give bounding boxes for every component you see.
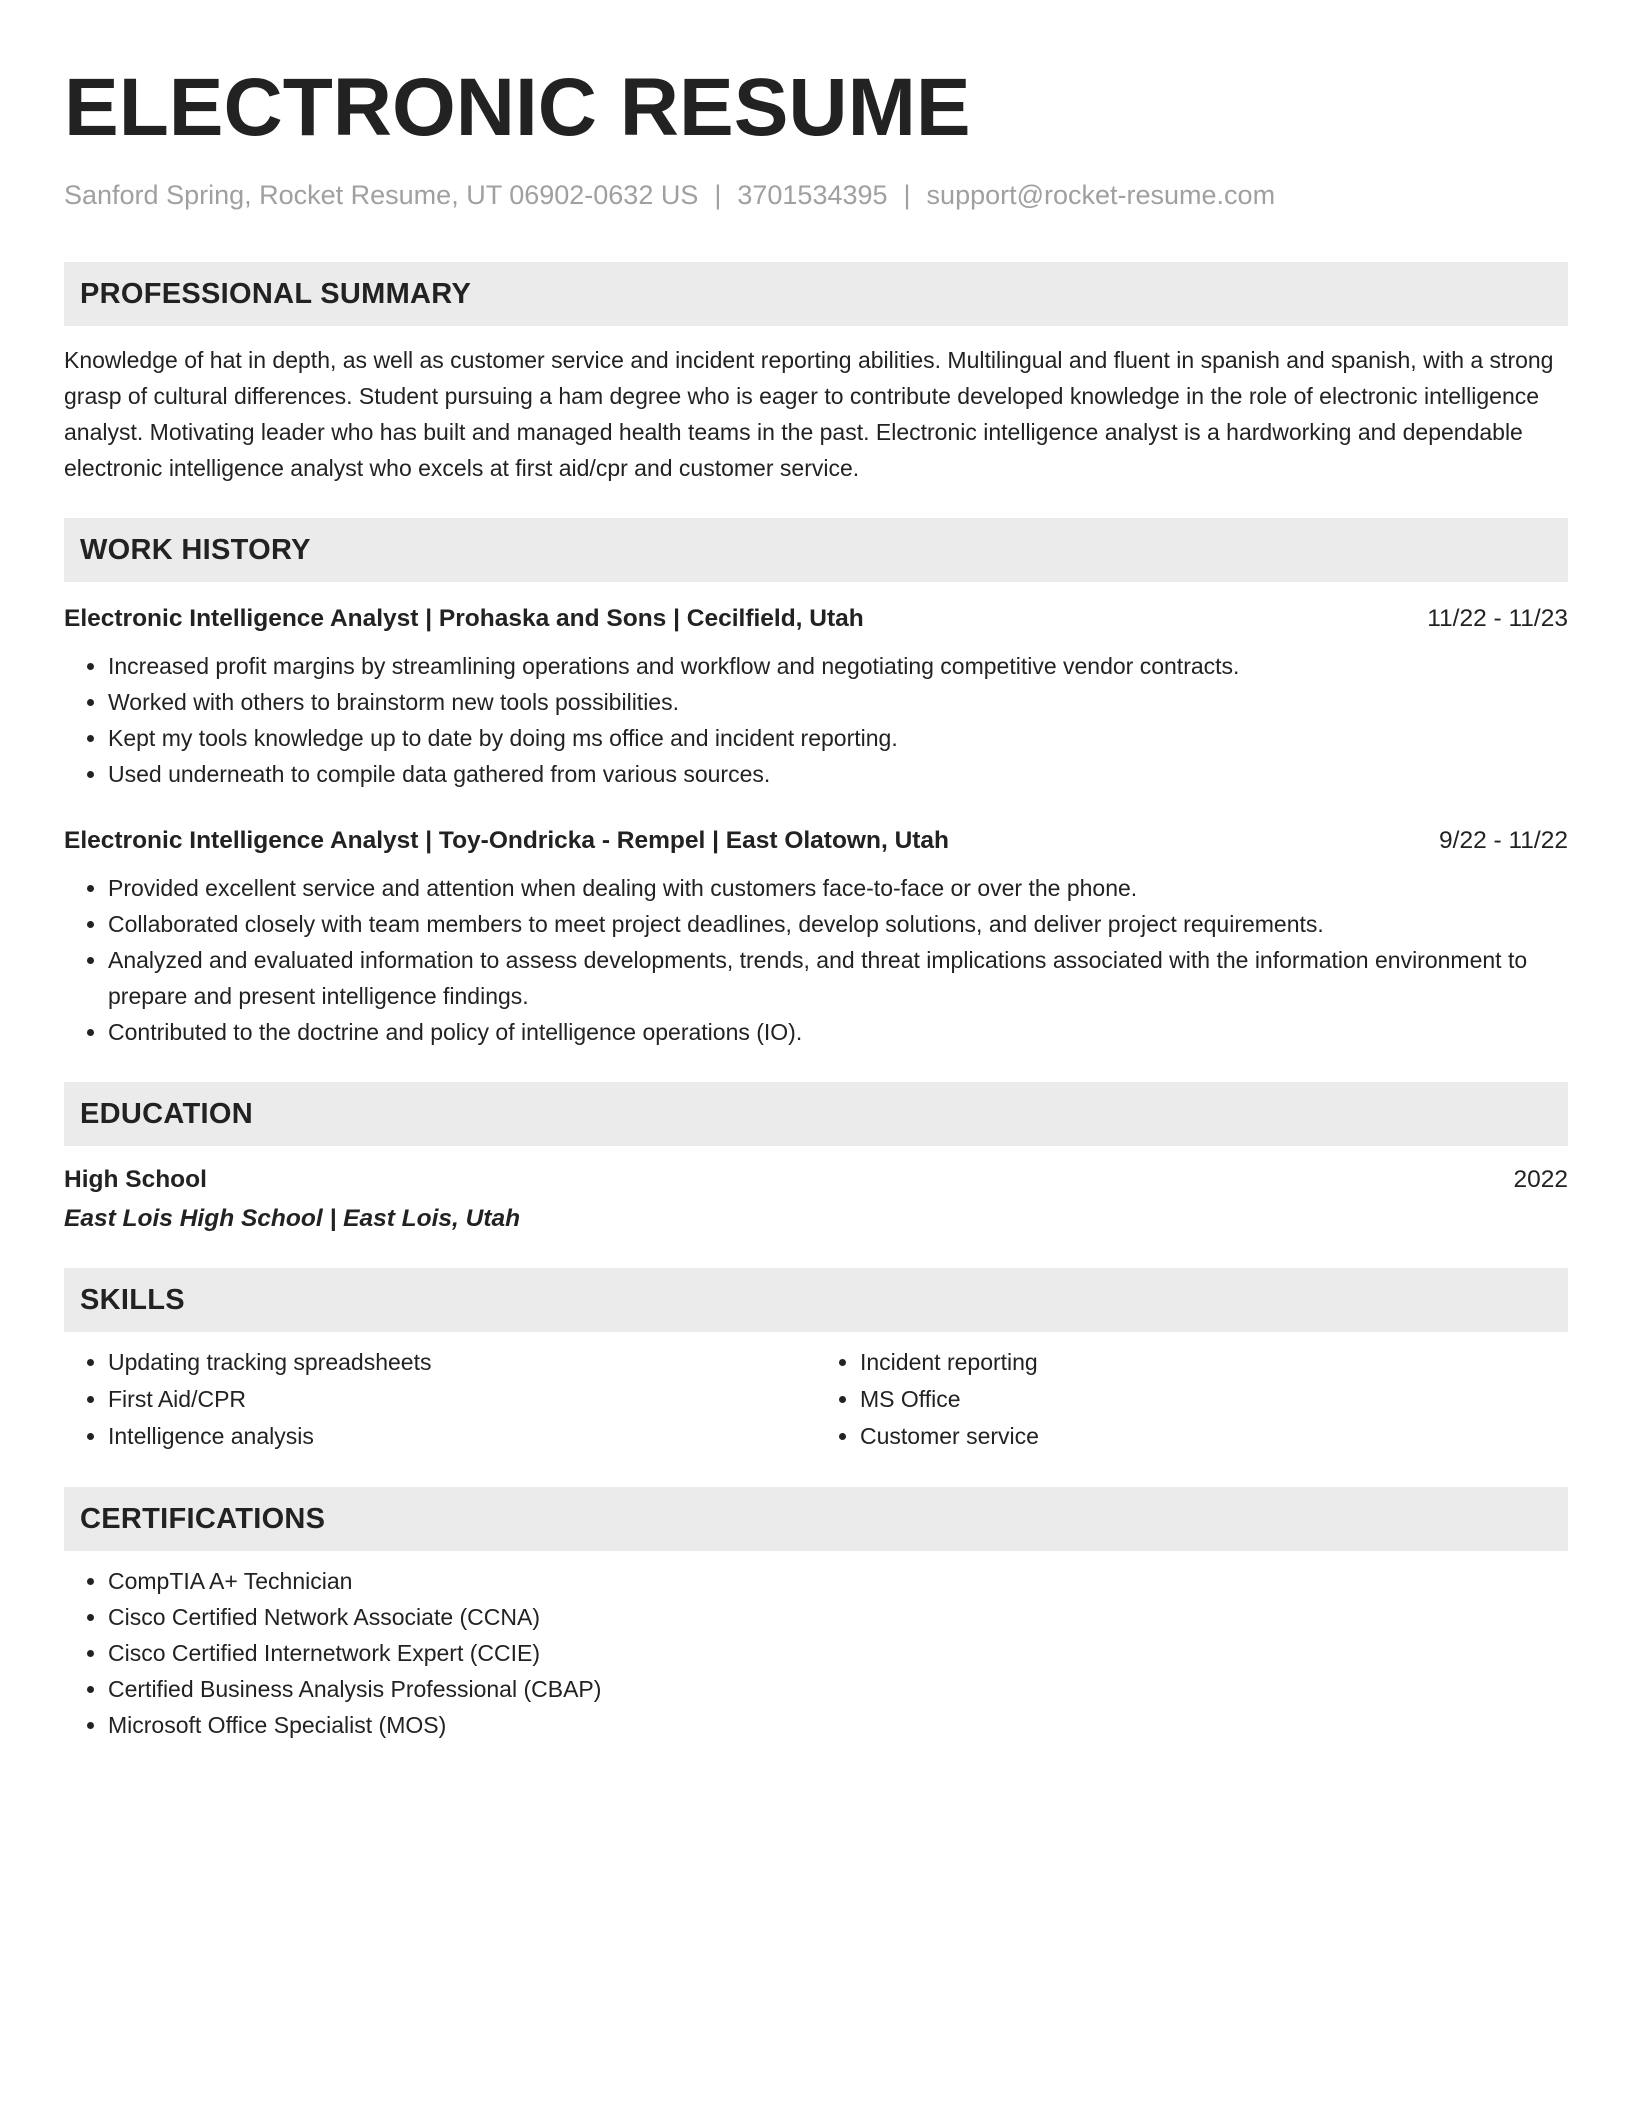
job-entry	[64, 824, 1568, 1050]
job-bullet: • Provided excellent service and attention when dealing with customers face-to-face or over the phone.	[108, 870, 1568, 906]
contact-phone: 3701534395	[737, 180, 888, 210]
summary-section-header	[64, 262, 1568, 326]
job-bullet: • Used underneath to compile data gathered from various sources.	[108, 756, 1568, 792]
work-section-header	[64, 518, 1568, 582]
certification-item: • Cisco Certified Network Associate (CCNA)	[108, 1599, 1568, 1635]
job-title: Electronic Intelligence Analyst | Toy-Ondricka - Rempel | East Olatown, Utah	[64, 827, 950, 854]
job-bullet: • Increased profit margins by streamlining operations and workflow and negotiating competitive vendor contracts.	[108, 648, 1568, 684]
skill-item: • Incident reporting	[860, 1344, 1568, 1381]
skill-item: • MS Office	[860, 1381, 1568, 1418]
skills-heading: SKILLS	[80, 1283, 185, 1316]
skills-grid	[64, 1344, 1568, 1455]
skills-list-right	[816, 1344, 1568, 1455]
job-bullets	[64, 870, 1568, 1050]
certification-item: • Cisco Certified Internetwork Expert (CCIE)	[108, 1635, 1568, 1671]
job-bullets	[64, 648, 1568, 792]
job-header	[64, 602, 1568, 636]
education-heading: EDUCATION	[80, 1097, 253, 1130]
job-bullet: • Kept my tools knowledge up to date by doing ms office and incident reporting.	[108, 720, 1568, 756]
skill-item: • Intelligence analysis	[108, 1418, 816, 1455]
certification-item: • Certified Business Analysis Professional (CBAP)	[108, 1671, 1568, 1707]
education-school: East Lois High School | East Lois, Utah	[64, 1205, 521, 1232]
contact-separator: |	[903, 180, 911, 210]
job-dates: 9/22 - 11/22	[1439, 827, 1568, 854]
job-bullet: • Analyzed and evaluated information to assess developments, trends, and threat implications associated with the information environment to prepare and present intelligence findings.	[108, 942, 1568, 1014]
job-bullet: • Worked with others to brainstorm new tools possibilities.	[108, 684, 1568, 720]
skill-item: • Updating tracking spreadsheets	[108, 1344, 816, 1381]
skills-list-left	[64, 1344, 816, 1455]
contact-line	[64, 178, 1568, 212]
skill-item: • Customer service	[860, 1418, 1568, 1455]
skill-item: • First Aid/CPR	[108, 1381, 816, 1418]
certification-item: • Microsoft Office Specialist (MOS)	[108, 1707, 1568, 1743]
certification-item: • CompTIA A+ Technician	[108, 1563, 1568, 1599]
certifications-list	[64, 1563, 1568, 1743]
contact-email: support@rocket-resume.com	[926, 180, 1276, 210]
job-title: Electronic Intelligence Analyst | Prohaska and Sons | Cecilfield, Utah	[64, 605, 864, 632]
certifications-section-header	[64, 1487, 1568, 1551]
resume-name: ELECTRONIC RESUME	[64, 62, 971, 153]
summary-heading: PROFESSIONAL SUMMARY	[80, 277, 472, 310]
summary-text: Knowledge of hat in depth, as well as customer service and incident reporting abilities. Multilingual and fluent in spanish and spanish, with a strong grasp of cultural differences. Student pursuing a ham degree who is eager to contribute developed knowledge in the role of electronic intelligence analyst. Motivating leader who has built and managed health teams in the past. Electronic intelligence analyst is a hardworking and dependable electronic intelligence analyst who excels at first aid/cpr and customer service.	[64, 347, 1554, 481]
work-heading: WORK HISTORY	[80, 533, 311, 566]
job-header	[64, 824, 1568, 858]
job-entry	[64, 602, 1568, 792]
contact-address: Sanford Spring, Rocket Resume, UT 06902-0632 US	[64, 180, 699, 210]
job-bullet: • Collaborated closely with team members to meet project deadlines, develop solutions, and deliver project requirements.	[108, 906, 1568, 942]
education-header	[64, 1162, 1568, 1198]
contact-separator: |	[714, 180, 722, 210]
certifications-heading: CERTIFICATIONS	[80, 1502, 326, 1535]
education-degree: High School	[64, 1166, 207, 1193]
job-bullet: • Contributed to the doctrine and policy of intelligence operations (IO).	[108, 1014, 1568, 1050]
skills-section-header	[64, 1268, 1568, 1332]
education-section-header	[64, 1082, 1568, 1146]
job-dates: 11/22 - 11/23	[1427, 605, 1568, 632]
education-year: 2022	[1513, 1166, 1568, 1193]
